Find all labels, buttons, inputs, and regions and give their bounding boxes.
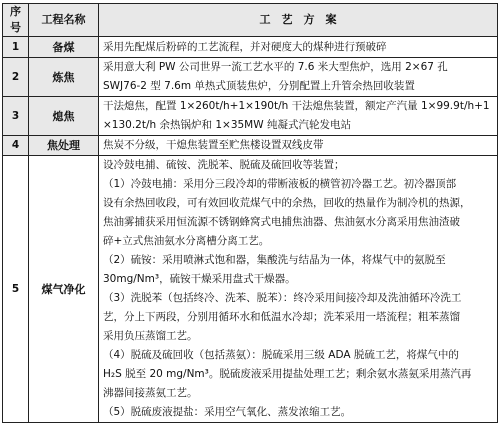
desc-line: （2）硫铵：采用喷淋式饱和器，集酸洗与结晶为一体，将煤气中的氨脱至: [103, 254, 446, 266]
row-desc: [99, 156, 498, 423]
row-name: 炼焦: [29, 58, 99, 97]
row-name: 焦处理: [29, 136, 99, 156]
desc-line: 采用意大利 PW 公司世界一流工艺水平的 7.6 米大型焦炉，选用 2×67 孔: [103, 61, 448, 73]
desc-line: 采用先配煤后粉碎的工艺流程，并对硬度大的煤种进行预破碎: [103, 40, 387, 53]
row-desc: [99, 37, 498, 58]
process-table: [2, 3, 498, 423]
desc-line: （5）脱硫废液提盐：采用空气氧化、蒸发浓缩工艺。: [103, 406, 352, 418]
row-name: 备煤: [29, 37, 99, 58]
table-row: [3, 156, 498, 423]
header-no: 序号: [3, 4, 29, 37]
header-process: 工 艺 方 案: [99, 4, 498, 37]
desc-line: SWJ76-2 型 7.6m 单热式顶装焦炉，分别配置上升管余热回收装置: [103, 80, 415, 92]
row-name: 熄焦: [29, 97, 99, 136]
header-name: 工程名称: [29, 4, 99, 37]
row-name: 煤气净化: [29, 156, 99, 423]
desc-line: H₂S 脱至 20 mg/Nm³。脱硫废液采用提盐处理工艺；剩余氨水蒸氨采用蒸汽再: [103, 368, 472, 380]
desc-line: ×130.2t/h 余热锅炉和 1×35MW 纯凝式汽轮发电站: [103, 119, 351, 131]
row-desc: [99, 136, 498, 156]
row-no: 2: [3, 58, 29, 97]
row-no: 5: [3, 156, 29, 423]
table-row: [3, 136, 498, 156]
desc-line: 艺，分上下两段，分别用循环水和低温水冷却；洗苯采用一塔流程；粗苯蒸馏: [103, 311, 460, 323]
desc-line: 碎+立式焦油氨水分离槽分离工艺。: [103, 235, 270, 247]
desc-line: 焦油雾捕获采用恒流源不锈钢蜂窝式电捕焦油器、焦油氨水分离采用焦油渣破: [103, 216, 460, 228]
desc-line: 采用负压蒸馏工艺。: [103, 330, 198, 342]
table-header-row: [3, 4, 498, 37]
desc-line: （4）脱硫及硫回收（包括蒸氨）：脱硫采用三级 ADA 脱硫工艺，将煤气中的: [103, 349, 459, 361]
desc-line: 设有余热回收段，可有效回收荒煤气中的余热，回收的热量作为制冷机的热源，: [103, 197, 471, 209]
desc-line: 30mg/Nm³，硫铵干燥采用盘式干燥器。: [103, 273, 296, 285]
table-row: [3, 37, 498, 58]
row-desc: [99, 97, 498, 136]
row-no: 1: [3, 37, 29, 58]
row-no: 4: [3, 136, 29, 156]
table-row: [3, 58, 498, 97]
desc-line: 设冷鼓电捕、硫铵、洗脱苯、脱硫及硫回收等装置；: [103, 159, 345, 171]
row-no: 3: [3, 97, 29, 136]
desc-line: （3）洗脱苯（包括终冷、洗苯、脱苯）：终冷采用间接冷却及洗油循环冷洗工: [103, 292, 462, 304]
desc-line: 焦炭不分级，干熄焦装置至贮焦楼设置双线皮带: [103, 139, 324, 151]
desc-line: 沸器间接蒸氨工艺。: [103, 387, 198, 399]
desc-line: （1）冷鼓电捕：采用分三段冷却的带断液板的横管初冷器工艺。初冷器顶部: [103, 178, 457, 190]
row-desc: [99, 58, 498, 97]
table-row: [3, 97, 498, 136]
desc-line: 干法熄焦，配置 1×260t/h+1×190t/h 干法熄焦装置，额定产汽量 1×99.9t/h+1: [103, 100, 490, 112]
